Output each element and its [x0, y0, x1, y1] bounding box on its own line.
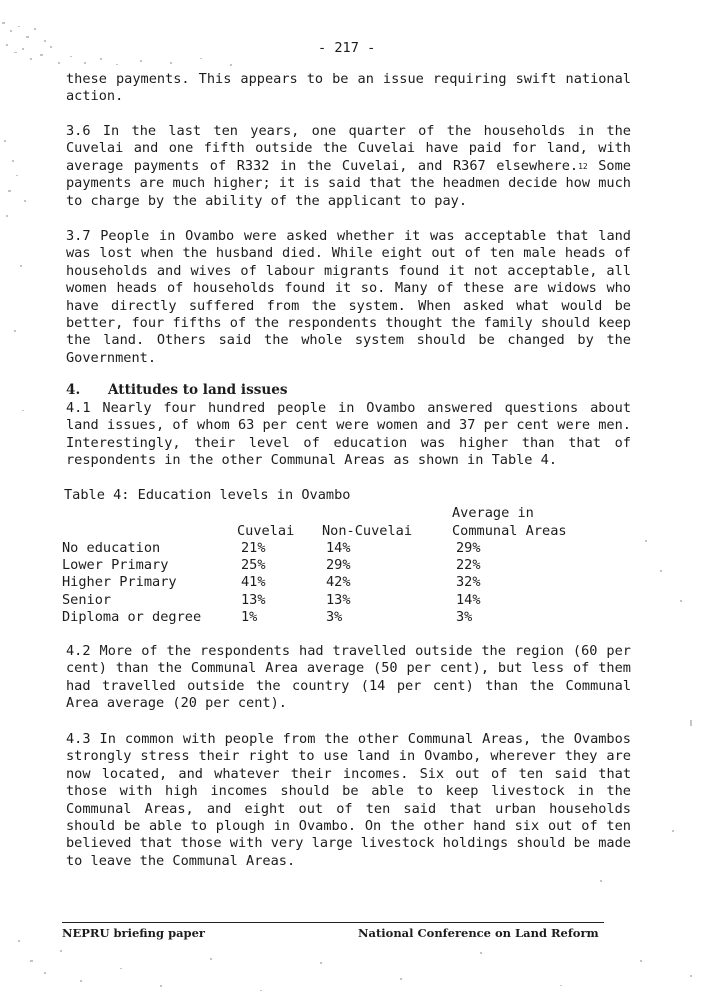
- row-label: Lower Primary: [62, 557, 169, 574]
- cell-communal: 3%: [456, 609, 473, 626]
- paragraph-3-6: [66, 123, 631, 210]
- row-label: Senior: [62, 591, 112, 608]
- table-row: [62, 590, 592, 607]
- cell-cuvelai: 21%: [241, 539, 266, 556]
- cell-cuvelai: 25%: [241, 557, 266, 574]
- table-row: [62, 539, 592, 556]
- page-number: - 217 -: [318, 40, 376, 56]
- cell-communal: 14%: [456, 591, 481, 608]
- col-communal-areas: Communal Areas: [452, 522, 567, 539]
- cell-cuvelai: 13%: [241, 591, 266, 608]
- cell-non-cuvelai: 13%: [326, 591, 351, 608]
- section-number: 4.: [66, 382, 81, 398]
- table-header: [62, 521, 592, 538]
- footer-right: National Conference on Land Reform: [358, 926, 599, 940]
- cell-non-cuvelai: 3%: [326, 609, 343, 626]
- cell-communal: 22%: [456, 557, 481, 574]
- table-caption: Table 4: Education levels in Ovambo: [64, 487, 351, 503]
- paragraph-3-6-text: 3.6 In the last ten years, one quarter of the households in the Cuvelai and one fifth outside the Cuvelai have paid for land, with average payments of R332 in the Cuvelai, and R367 elsewhere.: [66, 123, 631, 174]
- table-row: [62, 608, 592, 625]
- header-average-in: Average in: [452, 505, 534, 522]
- paragraph-4-2: 4.2 More of the respondents had travelled outside the region (60 per cent) than the Communal Area average (50 per cent), but less of them had travelled outside the country (14 per cent) than the Communal Area average (20 per cent).: [66, 643, 631, 712]
- paragraph-3-7: 3.7 People in Ovambo were asked whether it was acceptable that land was lost when the husband died. While eight out of ten male heads of households and wives of labour migrants found it not acceptable, all women heads of households found it so. Many of these are widows who have directly suffered from the system. When asked what would be better, four fifths of the respondents thought the family should keep the land. Others said the whole system should be changed by the Government.: [66, 228, 631, 366]
- cell-communal: 32%: [456, 574, 481, 591]
- footer-left: NEPRU briefing paper: [62, 926, 205, 940]
- footer-divider: [62, 922, 604, 923]
- cell-communal: 29%: [456, 539, 481, 556]
- paragraph-4-3: 4.3 In common with people from the other Communal Areas, the Ovambos strongly stress their right to use land in Ovambo, wherever they are now located, and whatever their incomes. Six out of ten said that those with high incomes should be able to keep livestock in the Communal Areas, and eight out of ten said that urban households should be able to plough in Ovambo. On the other hand six out of ten believed that those with very large livestock holdings should be made to leave the Communal Areas.: [66, 731, 631, 869]
- col-non-cuvelai: Non-Cuvelai: [322, 522, 413, 539]
- row-label: Diploma or degree: [62, 609, 202, 626]
- row-label: Higher Primary: [62, 574, 177, 591]
- row-label: No education: [62, 539, 161, 556]
- footnote-marker: 12: [578, 161, 588, 171]
- table-row: [62, 573, 592, 590]
- cell-cuvelai: 1%: [241, 609, 258, 626]
- education-table: [62, 504, 592, 625]
- paragraph-3-6-tail: Some payments are much higher; it is said that the headmen decide how much to charge by the ability of the applicant to pay.: [66, 157, 631, 209]
- cell-non-cuvelai: 42%: [326, 574, 351, 591]
- paragraph-4-1: 4.1 Nearly four hundred people in Ovambo answered questions about land issues, of whom 63 per cent were women and 37 per cent were men. Interestingly, their level of education was higher than that of respondents in the other Communal Areas as shown in Table 4.: [66, 400, 631, 469]
- cell-cuvelai: 41%: [241, 574, 266, 591]
- section-title: Attitudes to land issues: [108, 382, 288, 398]
- cell-non-cuvelai: 29%: [326, 557, 351, 574]
- col-cuvelai: Cuvelai: [237, 522, 295, 539]
- cell-non-cuvelai: 14%: [326, 539, 351, 556]
- section-heading: [66, 382, 288, 398]
- paragraph-continuation: these payments. This appears to be an issue requiring swift national action.: [66, 71, 631, 105]
- table-row: [62, 556, 592, 573]
- table-header-top: [62, 504, 592, 521]
